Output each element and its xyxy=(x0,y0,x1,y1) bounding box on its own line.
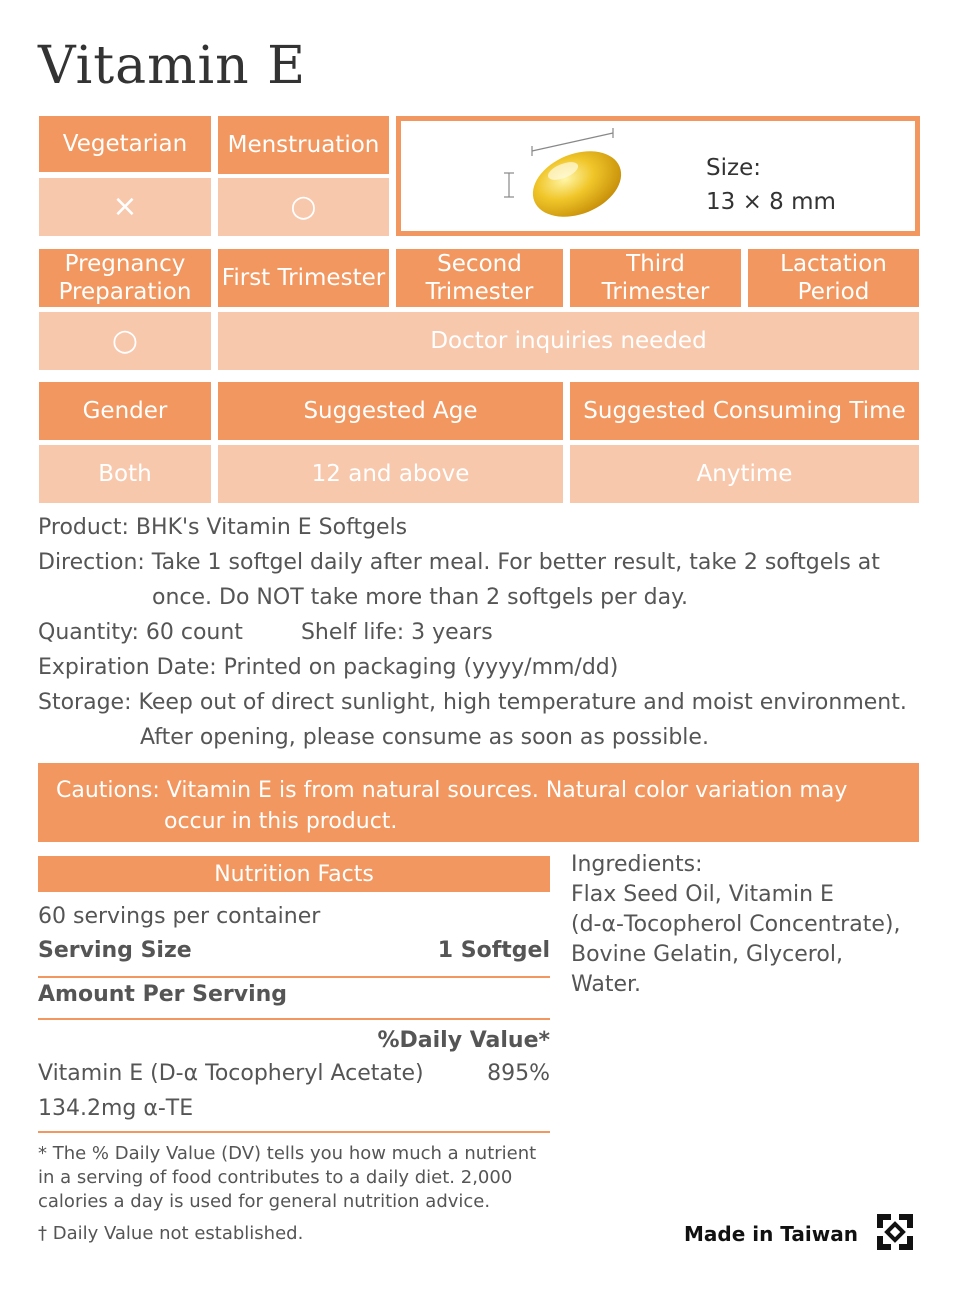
info-shelf-life: Shelf life: 3 years xyxy=(300,620,493,645)
caution-line-2: occur in this product. xyxy=(164,809,398,834)
ingredients-heading: Ingredients: xyxy=(571,852,703,877)
info-expiration: Expiration Date: Printed on packaging (yyyy/mm/dd) xyxy=(38,655,619,680)
nutrient-daily-value: 895% xyxy=(487,1061,550,1086)
divider xyxy=(38,1018,550,1020)
serving-size-label: Serving Size xyxy=(38,938,192,963)
nutrition-facts-heading: Nutrition Facts xyxy=(38,856,550,892)
value-pregnancy-preparation: ○ xyxy=(39,312,211,370)
recycle-icon xyxy=(873,1210,917,1254)
size-label: Size: xyxy=(706,155,761,181)
nutrient-name: Vitamin E (D-α Tocopheryl Acetate) xyxy=(38,1061,424,1086)
value-menstruation: ○ xyxy=(218,178,389,236)
info-direction: Direction: Take 1 softgel daily after meal. For better result, take 2 softgels at xyxy=(38,550,880,575)
footnote-line: in a serving of food contributes to a daily diet. 2,000 xyxy=(38,1167,513,1188)
header-gender: Gender xyxy=(39,382,211,440)
header-vegetarian: Vegetarian xyxy=(39,116,211,172)
product-info xyxy=(38,510,928,755)
info-storage: Storage: Keep out of direct sunlight, high temperature and moist environment. xyxy=(38,690,907,715)
value-suggested-age: 12 and above xyxy=(218,445,563,503)
ingredients-line: Bovine Gelatin, Glycerol, xyxy=(571,942,843,967)
made-in-label: Made in Taiwan xyxy=(684,1222,858,1246)
info-quantity: Quantity: 60 count xyxy=(38,620,243,645)
serving-size-value: 1 Softgel xyxy=(437,938,550,963)
size-value: 13 × 8 mm xyxy=(706,189,836,215)
ingredients-line: Flax Seed Oil, Vitamin E xyxy=(571,882,834,907)
header-second-trimester: Second Trimester xyxy=(396,249,563,307)
header-third-trimester: Third Trimester xyxy=(570,249,741,307)
ingredients-line: (d-α-Tocopherol Concentrate), xyxy=(571,912,901,937)
ingredients-line: Water. xyxy=(571,972,642,997)
header-suggested-consuming-time: Suggested Consuming Time xyxy=(570,382,919,440)
info-direction-cont: once. Do NOT take more than 2 softgels per day. xyxy=(152,585,689,610)
header-first-trimester: First Trimester xyxy=(218,249,389,307)
header-suggested-age: Suggested Age xyxy=(218,382,563,440)
header-menstruation: Menstruation xyxy=(218,116,389,174)
footnote-line: calories a day is used for general nutrition advice. xyxy=(38,1191,491,1212)
page-title: Vitamin E xyxy=(38,36,307,96)
value-trimester-note: Doctor inquiries needed xyxy=(218,312,919,370)
divider xyxy=(38,1131,550,1133)
daily-value-label: %Daily Value* xyxy=(377,1028,550,1053)
size-box xyxy=(396,116,920,236)
caution-banner xyxy=(38,763,919,842)
daily-value-footnote xyxy=(38,1142,558,1214)
header-lactation-period: Lactation Period xyxy=(748,249,919,307)
softgel-capsule-icon xyxy=(401,121,915,231)
amount-per-serving: Amount Per Serving xyxy=(38,982,288,1007)
header-pregnancy-preparation: Pregnancy Preparation xyxy=(39,249,211,307)
value-vegetarian: × xyxy=(39,178,211,236)
divider xyxy=(38,976,550,978)
nutrient-amount: 134.2mg α-TE xyxy=(38,1096,194,1121)
caution-line-1: Cautions: Vitamin E is from natural sources. Natural color variation may xyxy=(56,778,848,803)
info-storage-cont: After opening, please consume as soon as possible. xyxy=(140,725,709,750)
info-product: Product: BHK's Vitamin E Softgels xyxy=(38,515,408,540)
servings-per-container: 60 servings per container xyxy=(38,904,321,929)
value-gender: Both xyxy=(39,445,211,503)
ingredients xyxy=(571,850,931,1000)
value-suggested-consuming-time: Anytime xyxy=(570,445,919,503)
dagger-footnote: † Daily Value not established. xyxy=(38,1223,304,1244)
footnote-line: * The % Daily Value (DV) tells you how much a nutrient xyxy=(38,1143,537,1164)
